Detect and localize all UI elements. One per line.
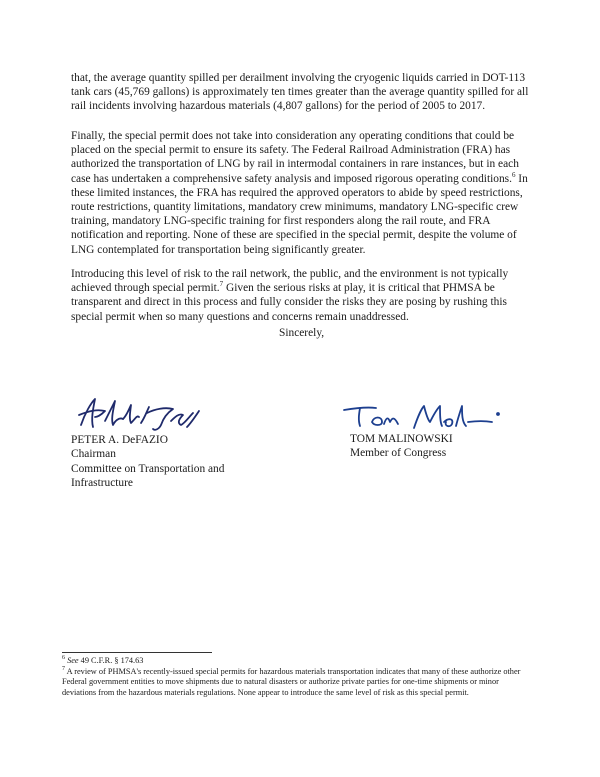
paragraph-1-text: that, the average quantity spilled per derailment involving the cryogenic liquids carried in DOT-113 tank cars (45,769 gallons) is approximately ten times greater than the average quantity spilled for all rail incidents involving hazardous materials (4,807 gallons) for the period of 2005 to 2017.	[71, 72, 529, 113]
footnote-6	[62, 656, 524, 666]
paragraph-3-text-main: Introducing this level of risk to the rail network, the public, and the environment is not typically achieved through special permit.	[71, 268, 509, 295]
footnote-6-text: 49 C.F.R. § 174.63	[78, 656, 144, 665]
footnotes	[62, 656, 524, 699]
signature-block-defazio	[71, 395, 271, 490]
footnote-ref-7: 7	[219, 280, 224, 289]
signatory-name: TOM MALINOWSKI	[350, 433, 453, 445]
signature-block-malinowski	[350, 402, 550, 461]
handwritten-signature-defazio	[75, 395, 205, 433]
signatory-name: PETER A. DeFAZIO	[71, 434, 168, 446]
footnote-ref-6: 6	[511, 170, 516, 179]
footnote-7	[62, 667, 524, 698]
signatory-title: Chairman	[71, 448, 116, 461]
footnote-mark-7: 7	[62, 666, 65, 673]
body-paragraph-1	[71, 71, 534, 114]
footnote-6-italic-lead: See	[67, 656, 79, 665]
footnote-separator	[62, 652, 212, 653]
footnote-7-text: A review of PHMSA's recently-issued special permits for hazardous materials transportation indicates that many of these authorize other Federal government entities to move shipments due to natural disasters or authorize private parties for one-time shipments or minor deviations from the hazardous materials regulations. None appear to introduce the same level of risk as this special permit.	[62, 667, 521, 697]
body-paragraph-2	[71, 129, 534, 257]
paragraph-2-text-rest: In these limited instances, the FRA has required the approved operators to abide by speed restrictions, route restrictions, quantity limitations, mandatory crew minimums, mandatory LNG-specific crew training, mandatory LNG-specific training for first responders along the rail route, and FRA notification and reporting. None of these are specified in the special permit, despite the volume of LNG contemplated for transportation being significantly greater.	[71, 172, 528, 256]
signatory-org-line-1: Committee on Transportation and	[71, 462, 225, 475]
paragraph-2-text-main: Finally, the special permit does not take into consideration any operating conditions that could be placed on the special permit to ensure its safety. The Federal Railroad Administration (FRA) has authorized the transportation of LNG by rail in intermodal containers in rare instances, but in each case has undertaken a comprehensive safety analysis and imposed rigorous operating conditions.	[71, 130, 519, 185]
paragraph-3-text-rest: Given the serious risks at play, it is critical that PHMSA be transparent and direct in this process and fully consider the risks they are posing by rushing this special permit when so many questions and concerns remain unaddressed.	[71, 282, 507, 323]
body-paragraph-3	[71, 267, 534, 324]
footnote-mark-6: 6	[62, 655, 65, 662]
closing-salutation: Sincerely,	[279, 327, 325, 339]
handwritten-signature-malinowski	[342, 402, 502, 432]
signatory-title: Member of Congress	[350, 447, 447, 460]
signatory-org-line-2: Infrastructure	[71, 476, 133, 489]
